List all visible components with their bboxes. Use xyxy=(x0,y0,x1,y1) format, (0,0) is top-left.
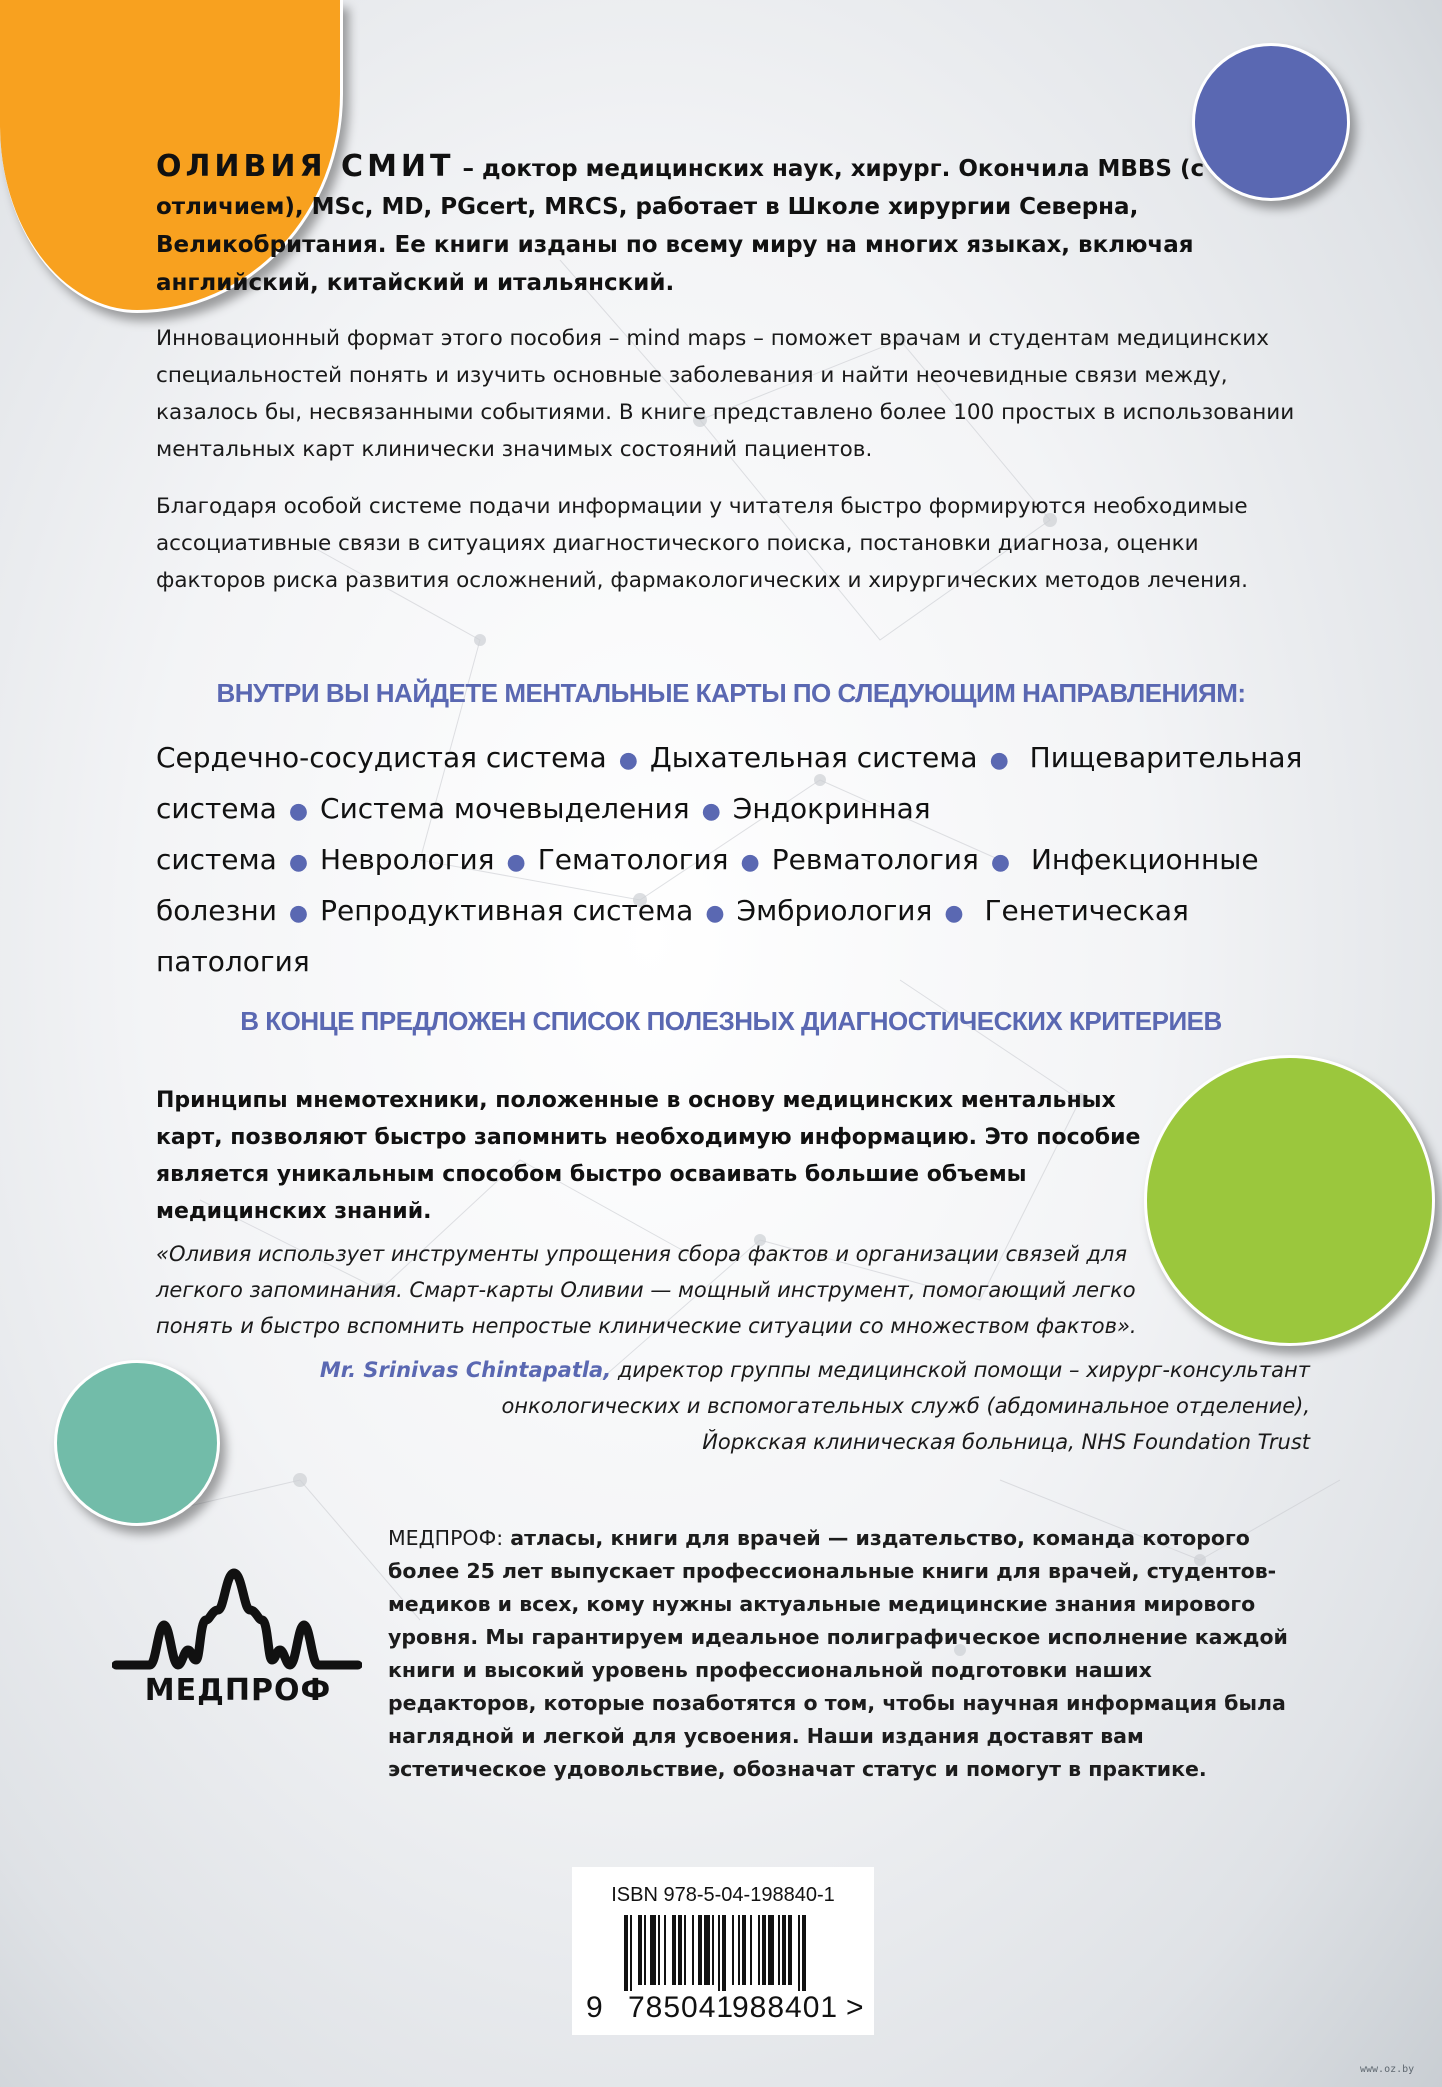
quote-attribution xyxy=(240,1352,1310,1460)
author-bio-text: доктор медицинских наук, хирург. Окончила MBBS (с отличием), MSc, MD, PGcert, MRCS, работает в Школе хирургии Северна, Великобритания. Ее книги изданы по всему миру на многих языках, включая английский, китайский и итальянский. xyxy=(156,156,1205,296)
author-name: ОЛИВИЯ СМИТ xyxy=(156,149,455,184)
quote-role-line-1: директор группы медицинской помощи – хирург-консультант xyxy=(611,1358,1310,1382)
bullet-dot-icon: ● xyxy=(618,748,638,773)
criteria-heading: В КОНЦЕ ПРЕДЛОЖЕН СПИСОК ПОЛЕЗНЫХ ДИАГНОСТИЧЕСКИХ КРИТЕРИЕВ xyxy=(240,1006,1222,1036)
barcode-bar xyxy=(678,1915,682,1985)
barcode-bar xyxy=(742,1915,746,1985)
isbn-number: ISBN 978-5-04-198840-1 xyxy=(611,1884,835,1906)
publisher-name: МЕДПРОФ: xyxy=(388,1526,504,1550)
publisher-logo xyxy=(112,1565,362,1725)
barcode-bar xyxy=(802,1915,806,1991)
quote-author: Mr. Srinivas Chintapatla, xyxy=(319,1358,612,1382)
bullet-dot-icon: ● xyxy=(506,850,526,875)
publisher-text: атласы, книги для врачей — издательство, команда которого более 25 лет выпускает профессиональные книги для врачей, студентов-медиков и всех, кому нужны актуальные медицинские знания мирового уровня. Мы гарантируем идеальное полиграфическое исполнение каждой книги и высокий уровень профессиональной подготовки наших редакторов, которые позаботятся о том, чтобы научная информация была наглядной и легкой для усвоения. Наши издания доставят вам эстетическое удовольствие, обозначат статус и помогут в практике. xyxy=(388,1526,1288,1781)
topic-item: Ревматология xyxy=(771,843,979,876)
author-bio xyxy=(156,148,1306,302)
bullet-dot-icon: ● xyxy=(989,748,1009,773)
barcode-bar xyxy=(718,1915,720,1991)
barcode-bar xyxy=(624,1915,628,1991)
barcode-bar xyxy=(750,1915,752,1985)
topic-item: Дыхательная система xyxy=(649,741,978,774)
pulse-skyline-icon xyxy=(112,1565,362,1675)
publisher-logo-text: МЕДПРОФ xyxy=(144,1673,332,1708)
quote-role-line-2: онкологических и вспомогательных служб (абдоминальное отделение), xyxy=(501,1394,1310,1418)
quote-role-line-3: Йоркская клиническая больница, NHS Foundation Trust xyxy=(702,1430,1310,1454)
barcode-bar xyxy=(684,1915,686,1985)
barcode-bar xyxy=(644,1915,646,1985)
bullet-dot-icon: ● xyxy=(740,850,760,875)
barcode-bar xyxy=(658,1915,660,1985)
bullet-dot-icon: ● xyxy=(288,901,309,926)
bullet-dot-icon: ● xyxy=(944,901,964,926)
barcode-bar xyxy=(712,1915,714,1985)
decorative-green-circle xyxy=(1144,1055,1435,1346)
barcode-bar xyxy=(638,1915,642,1985)
mnemonic-paragraph: Принципы мнемотехники, положенные в основу медицинских ментальных карт, позволяют быстро запомнить необходимую информацию. Это пособие является уникальным способом быстро осваивать большие объемы медицинских знаний. xyxy=(156,1088,1141,1224)
barcode-bar xyxy=(732,1915,734,1985)
barcode-bar xyxy=(664,1915,666,1985)
intro-paragraph-1: Инновационный формат этого пособия – mind maps – поможет врачам и студентам медицинских специальностей понять и изучить основные заболевания и найти неочевидные связи между, казалось бы, несвязанными событиями. В книге представлено более 100 простых в использовании ментальных карт клинически значимых состояний пациентов. xyxy=(156,326,1295,462)
author-dash: – xyxy=(454,156,483,182)
topic-item: Инфекционные болезни xyxy=(156,843,1259,927)
barcode-bar xyxy=(782,1915,786,1985)
bullet-dot-icon: ● xyxy=(705,901,725,926)
barcode-bar xyxy=(722,1915,726,1991)
barcode-bar xyxy=(762,1915,766,1985)
barcode-quiet-zone-arrow: > xyxy=(846,1991,864,2024)
barcode-bar xyxy=(798,1915,800,1991)
barcode-digits-left: 785041 xyxy=(628,1991,735,2024)
barcode-bar xyxy=(692,1915,694,1985)
isbn-barcode-box xyxy=(572,1867,874,2035)
barcode-bar xyxy=(704,1915,710,1985)
topic-item: Эмбриология xyxy=(736,894,933,927)
watermark: www.oz.by xyxy=(1360,2064,1415,2075)
barcode-bar xyxy=(738,1915,740,1985)
bullet-dot-icon: ● xyxy=(990,850,1011,875)
barcode-bar xyxy=(768,1915,774,1985)
barcode-digits-right: 988401 xyxy=(732,1991,839,2024)
intro-paragraph-2: Благодаря особой системе подачи информации у читателя быстро формируются необходимые ассоциативные связи в ситуациях диагностического поиска, постановки диагноза, оценки факторов риска развития осложнений, фармакологических и хирургических методов лечения. xyxy=(156,494,1248,593)
bullet-dot-icon: ● xyxy=(288,850,309,875)
barcode-bar xyxy=(788,1915,792,1985)
barcode-bar xyxy=(778,1915,780,1985)
barcode-bar xyxy=(630,1915,632,1991)
topic-item: Сердечно-сосудистая система xyxy=(156,741,607,774)
topic-item: Эндокринная система xyxy=(156,792,931,876)
barcode-bar xyxy=(698,1915,702,1985)
barcode-bar xyxy=(650,1915,656,1985)
topics-heading: ВНУТРИ ВЫ НАЙДЕТЕ МЕНТАЛЬНЫЕ КАРТЫ ПО СЛЕДУЮЩИМ НАПРАВЛЕНИЯМ: xyxy=(216,678,1246,708)
barcode-digit-first: 9 xyxy=(586,1991,603,2024)
bullet-dot-icon: ● xyxy=(701,799,721,824)
topic-item: Гематология xyxy=(537,843,729,876)
topics-list xyxy=(156,734,1306,986)
bullet-dot-icon: ● xyxy=(288,799,309,824)
decorative-teal-circle xyxy=(54,1360,220,1526)
topic-item: Генетическая патология xyxy=(156,894,1189,978)
review-quote: «Оливия использует инструменты упрощения сбора фактов и организации связей для легкого запоминания. Смарт-карты Оливии — мощный инструмент, помогающий легко понять и быстро вспомнить непростые клинические ситуации со множеством фактов». xyxy=(156,1242,1137,1338)
topic-item: Система мочевыделения xyxy=(320,792,690,825)
topic-item: Репродуктивная система xyxy=(320,894,694,927)
topic-item: Пищеварительная система xyxy=(156,741,1303,825)
barcode-bar xyxy=(672,1915,676,1985)
topic-item: Неврология xyxy=(320,843,495,876)
publisher-description xyxy=(388,1522,1288,1786)
barcode-bar xyxy=(758,1915,760,1985)
